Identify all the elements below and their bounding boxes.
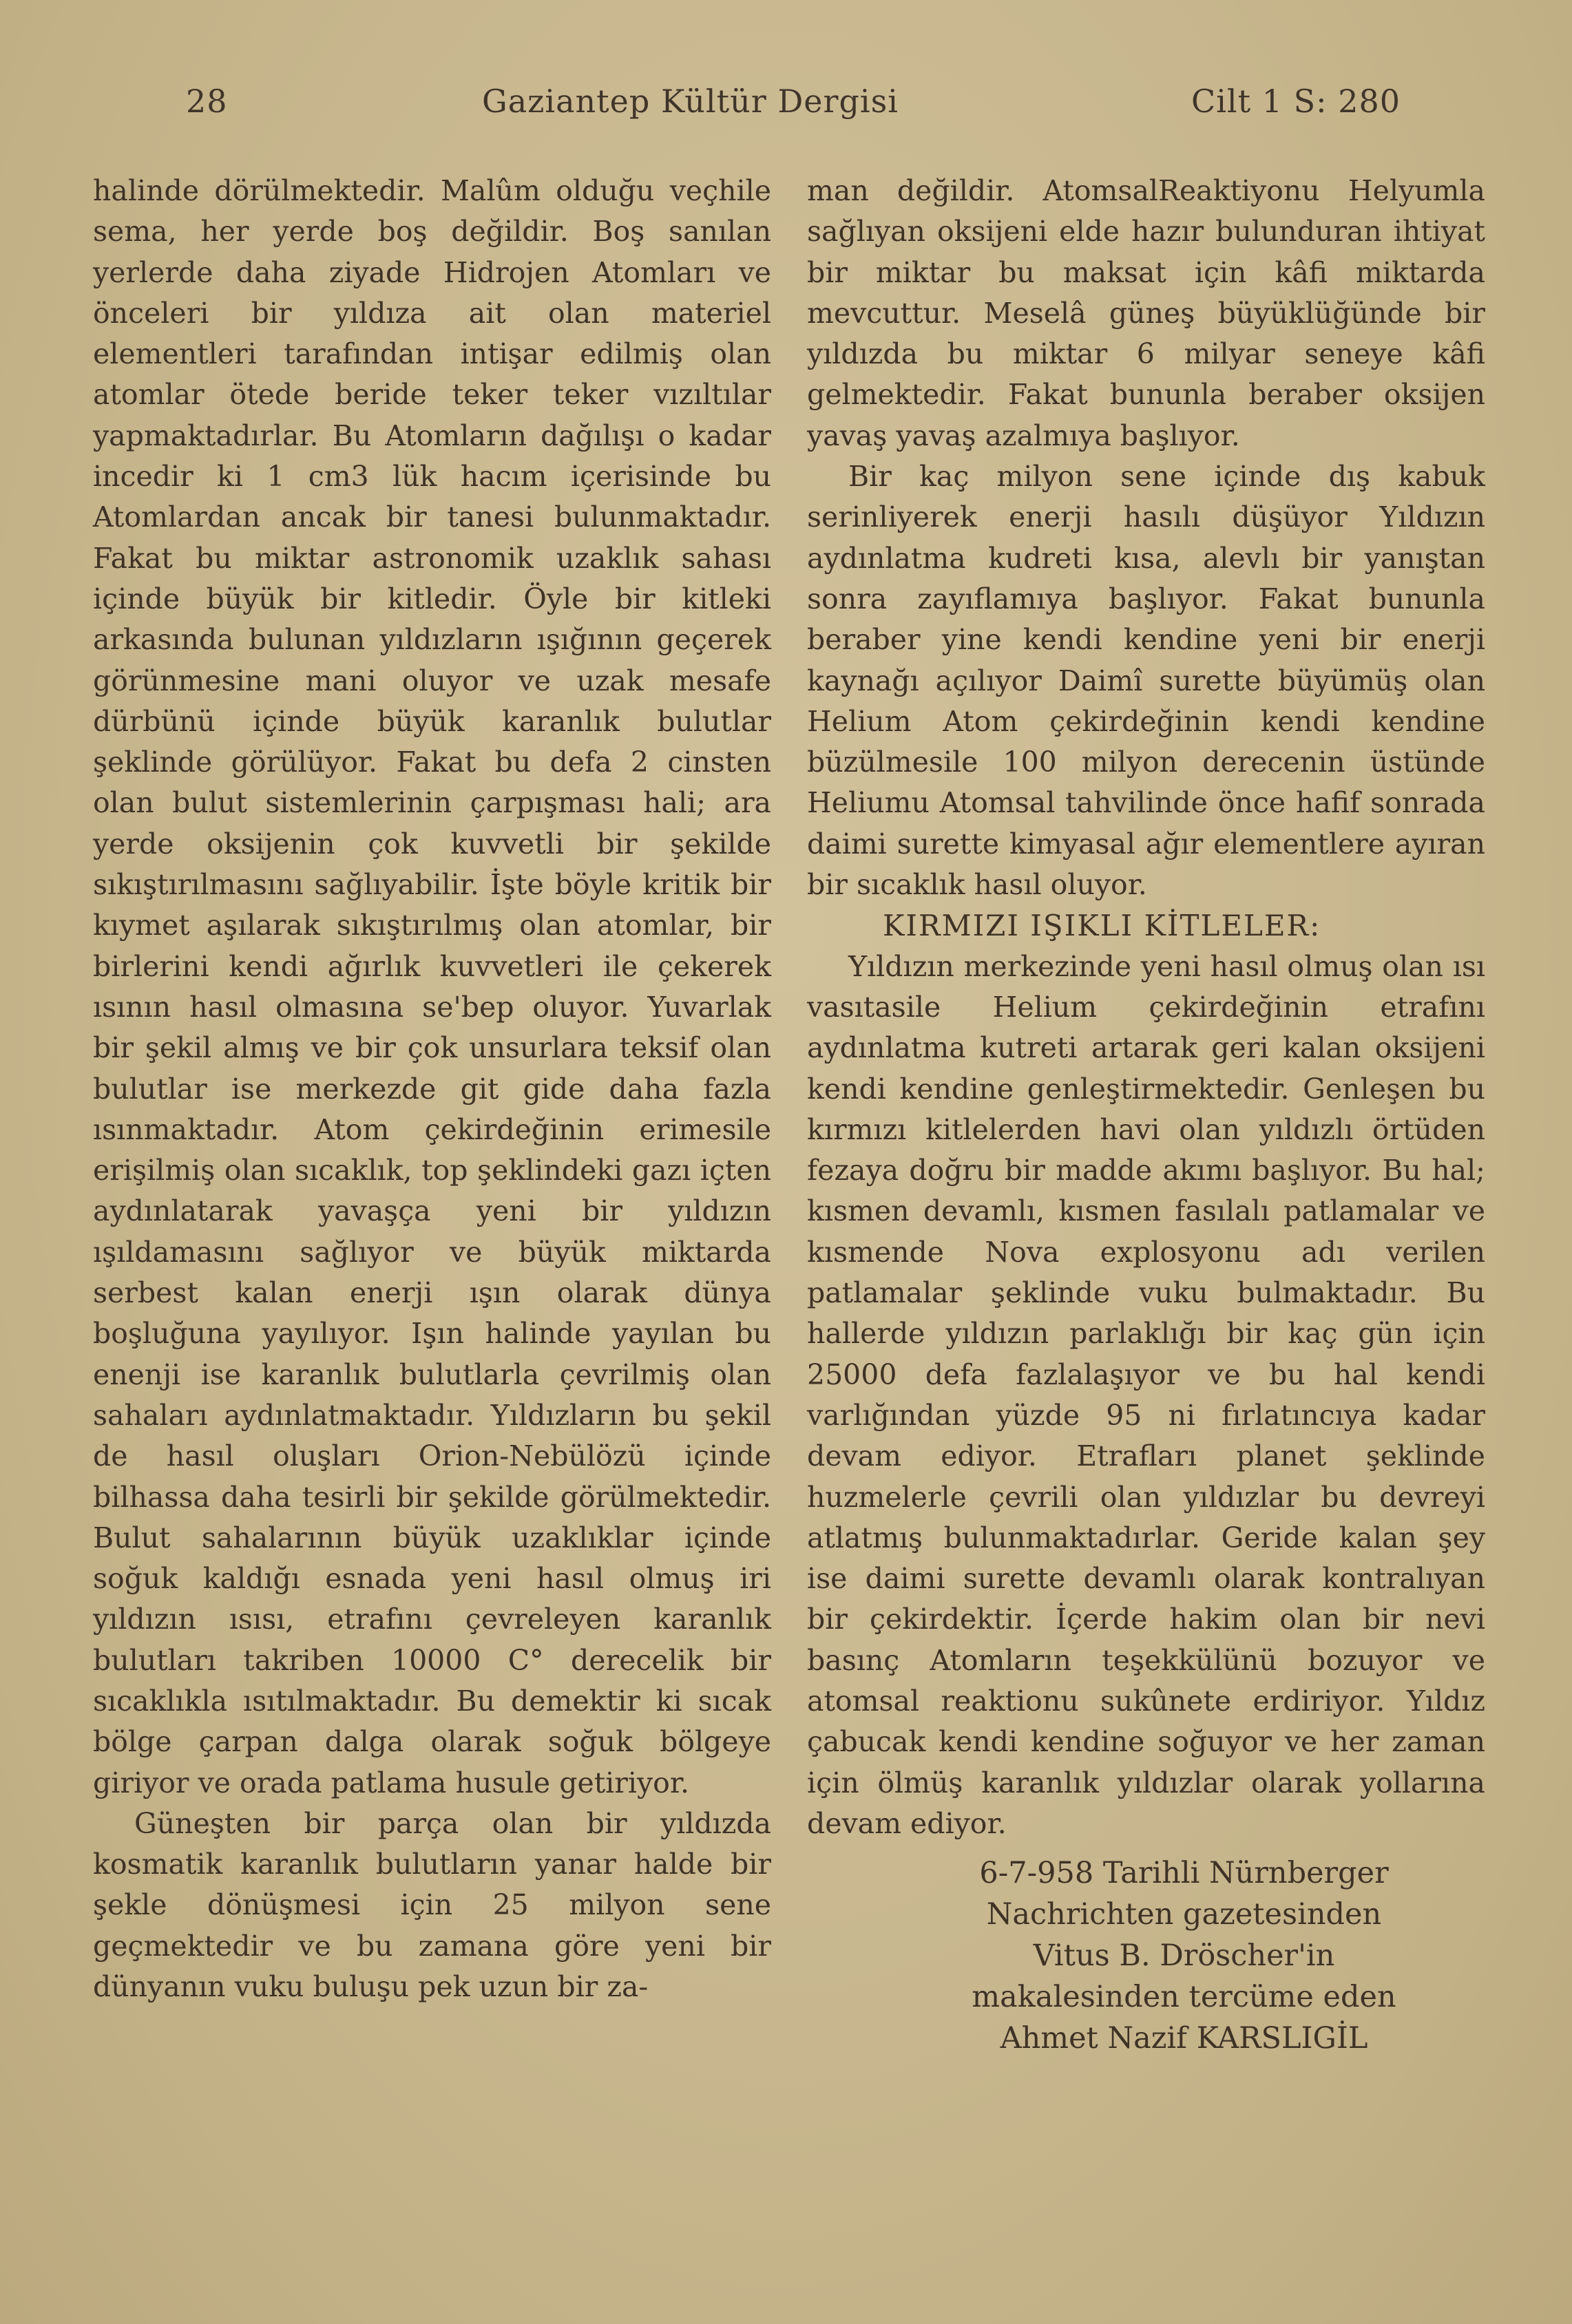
credit-line-1: 6-7-958 Tarihli Nürnberger: [979, 1856, 1389, 1891]
journal-title: Gaziantep Kültür Dergisi: [482, 83, 899, 120]
left-column: [93, 171, 771, 2007]
translation-credits: [807, 1852, 1485, 2059]
credit-line-5: Ahmet Nazif KARSLIGİL: [1000, 2021, 1368, 2056]
page-number: 28: [186, 83, 228, 120]
credit-line-4: makalesinden tercüme eden: [972, 1980, 1396, 2015]
credit-line-2: Nachrichten gazetesinden: [986, 1897, 1382, 1932]
volume-issue: Cilt 1 S: 280: [1191, 83, 1401, 120]
left-paragraph-1: halinde dörülmektedir. Malûm olduğu veçhile sema, her yerde boş değildir. Boş sanılan yerlerde daha ziyade Hidrojen Atomları ve önceleri bir yıldıza ait olan materiel elementleri tarafından intişar edilmiş olan atomlar ötede beride teker teker vızıltılar yapmaktadırlar. Bu Atomların dağılışı o kadar incedir ki 1 cm3 lük hacım içerisinde bu Atomlardan ancak bir tanesi bulunmaktadır. Fakat bu miktar astronomik uzaklık sahası içinde büyük bir kitledir. Öyle bir kitleki arkasında bulunan yıldızların ışığının geçerek görünmesine mani oluyor ve uzak mesafe dürbünü içinde büyük karanlık bulutlar şeklinde görülüyor. Fakat bu defa 2 cinsten olan bulut sistemlerinin çarpışması hali; ara yerde oksijenin çok kuvvetli bir şekilde sıkıştırılmasını sağlıyabilir. İşte böyle kritik bir kıymet aşılarak sıkıştırılmış olan atomlar, bir birlerini kendi ağırlık kuvvetleri ile çekerek ısının hasıl olmasına se'bep oluyor. Yuvarlak bir şekil almış ve bir çok unsurlara teksif olan bulutlar ise merkezde git gide daha fazla ısınmaktadır. Atom çekirdeğinin erimesile erişilmiş olan sıcaklık, top şeklindeki gazı içten aydınlatarak yavaşça yeni bir yıldızın ışıldamasını sağlıyor ve büyük miktarda serbest kalan enerji ışın olarak dünya boşluğuna yayılıyor. Işın halinde yayılan bu enenji ise karanlık bulutlarla çevrilmiş olan sahaları aydınlatmaktadır. Yıldızların bu şekil de hasıl oluşları Orion-Nebülözü içinde bilhassa daha tesirli bir şekilde görülmektedir. Bulut sahalarının büyük uzaklıklar içinde soğuk kaldığı esnada yeni hasıl olmuş iri yıldızın ısısı, etrafını çevreleyen karanlık bulutları takriben 10000 C° derecelik bir sıcaklıkla ısıtılmaktadır. Bu demektir ki sıcak bölge çarpan dalga olarak soğuk bölgeye giriyor ve orada patlama husule getiriyor.: [93, 174, 771, 1799]
right-paragraph-3: Yıldızın merkezinde yeni hasıl olmuş olan ısı vasıtasile Helium çekirdeğinin etrafını aydınlatma kutreti artarak geri kalan oksijeni kendi kendine genleştirmektedir. Genleşen bu kırmızı kitlelerden havi olan yıldızlı örtüden fezaya doğru bir madde akımı başlıyor. Bu hal; kısmen devamlı, kısmen fasılalı patlamalar ve kısmende Nova explosyonu adı verilen patlamalar şeklinde vuku bulmaktadır. Bu hallerde yıldızın parlaklığı bir kaç gün için 25000 defa fazlalaşıyor ve bu hal kendi varlığından yüzde 95 ni fırlatıncıya kadar devam ediyor. Etrafları planet şeklinde huzmelerle çevrili olan yıldızlar bu devreyi atlatmış bulunmaktadırlar. Geride kalan şey ise daimi surette devamlı olarak kontralıyan bir çekirdektir. İçerde hakim olan bir nevi basınç Atomların teşekkülünü bozuyor ve atomsal reaktionu sukûnete erdiriyor. Yıldız çabucak kendi kendine soğuyor ve her zaman için ölmüş karanlık yıldızlar olarak yollarına devam ediyor.: [807, 949, 1485, 1840]
left-paragraph-2: Güneşten bir parça olan bir yıldızda kosmatik karanlık bulutların yanar halde bir şekle dönüşmesi için 25 milyon sene geçmektedir ve bu zamana göre yeni bir dünyanın vuku buluşu pek uzun bir za-: [93, 1806, 771, 2004]
section-subheading: KIRMIZI IŞIKLI KİTLELER:: [883, 909, 1321, 943]
right-column: [807, 171, 1485, 2059]
page-header: [0, 76, 1572, 131]
right-paragraph-2: Bir kaç milyon sene içinde dış kabuk serinliyerek enerji hasılı düşüyor Yıldızın aydınlatma kudreti kısa, alevlı bir yanıştan sonra zayıflamıya başlıyor. Fakat bununla beraber yine kendi kendine yeni bir enerji kaynağı açılıyor Daimî surette büyümüş olan Helium Atom çekirdeğinin kendi kendine büzülmesile 100 milyon derecenin üstünde Heliumu Atomsal tahvilinde önce hafif sonrada daimi surette kimyasal ağır elementlere ayıran bir sıcaklık hasıl oluyor.: [807, 460, 1485, 902]
right-paragraph-1: man değildir. AtomsalReaktiyonu Helyumla sağlıyan oksijeni elde hazır bulunduran ihtiyat bir miktar bu maksat için kâfi miktarda mevcuttur. Meselâ güneş büyüklüğünde bir yıldızda bu miktar 6 milyar seneye kâfi gelmektedir. Fakat bununla beraber oksijen yavaş yavaş azalmıya başlıyor.: [807, 174, 1485, 452]
credit-line-3: Vitus B. Dröscher'in: [1033, 1939, 1335, 1974]
